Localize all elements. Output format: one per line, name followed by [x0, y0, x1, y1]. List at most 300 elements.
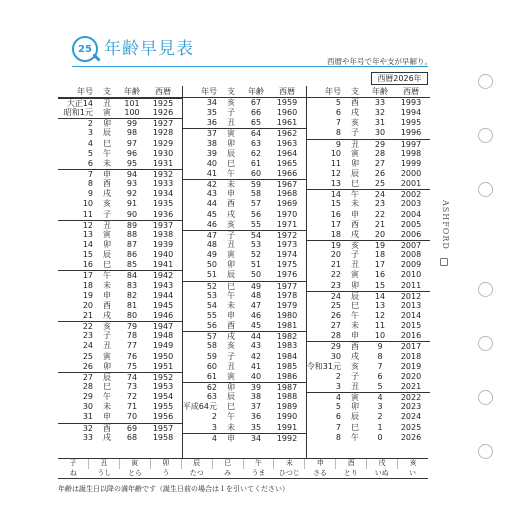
age-cell: 7: [377, 361, 383, 371]
age-cell: 94: [126, 169, 138, 179]
era-cell: 33: [82, 432, 93, 442]
era-cell: 12: [330, 168, 341, 178]
eto-cell: 巳: [103, 260, 111, 270]
table-row: [182, 311, 306, 321]
zodiac-kana: いぬ: [374, 468, 389, 477]
badge-number: 25: [78, 43, 92, 55]
column-header: [182, 86, 306, 98]
eto-cell: 巳: [351, 300, 359, 310]
age-cell: 42: [250, 351, 262, 361]
table-row: [58, 423, 182, 433]
year-cell: 1954: [152, 392, 174, 402]
year-cell: 1944: [152, 290, 174, 300]
era-cell: 27: [330, 321, 341, 331]
era-cell: 29: [82, 392, 93, 402]
table-row: [306, 199, 430, 209]
table-row: [58, 321, 182, 331]
eto-cell: 卯: [351, 158, 359, 168]
table-row: [306, 321, 430, 331]
year-cell: 1993: [400, 98, 422, 107]
age-cell: 97: [126, 138, 138, 148]
year-cell: 1928: [152, 128, 174, 138]
age-cell: 3: [377, 402, 383, 412]
zodiac-kanji: 寅: [120, 459, 151, 469]
eto-cell: 亥: [351, 361, 359, 371]
table-row: [182, 169, 306, 179]
eto-cell: 亥: [103, 199, 111, 209]
age-cell: 89: [126, 220, 138, 230]
age-cell: 34: [250, 433, 262, 443]
table-row: [182, 230, 306, 240]
age-cell: 15: [374, 280, 386, 290]
age-cell: 90: [126, 209, 138, 219]
eto-cell: 寅: [351, 393, 359, 403]
eto-cell: 辰: [351, 291, 359, 301]
table-row: [306, 341, 430, 351]
age-cell: 26: [374, 168, 386, 178]
year-cell: 2000: [400, 168, 422, 178]
era-cell: 61: [206, 371, 217, 381]
age-cell: 69: [126, 423, 138, 433]
zodiac-bar: [58, 458, 428, 479]
era-cell: 7: [335, 422, 341, 432]
era-cell: 37: [206, 129, 217, 139]
year-cell: 1930: [152, 148, 174, 158]
eto-cell: 亥: [351, 118, 359, 128]
binder-hole: [478, 182, 493, 197]
eto-cell: 申: [103, 290, 111, 300]
eto-cell: 未: [103, 158, 111, 168]
era-cell: 53: [206, 290, 217, 300]
age-cell: 58: [250, 189, 262, 199]
age-cell: 23: [374, 199, 386, 209]
year-cell: 1940: [152, 250, 174, 260]
year-cell: 2023: [400, 402, 422, 412]
age-cell: 45: [250, 321, 262, 331]
age-cell: 27: [374, 158, 386, 168]
year-cell: 1975: [276, 260, 298, 270]
table-row: [306, 433, 430, 443]
year-cell: 1968: [276, 189, 298, 199]
age-cell: 67: [250, 98, 262, 107]
year-cell: 1932: [152, 169, 174, 179]
era-cell: 59: [206, 351, 217, 361]
eto-cell: 未: [227, 180, 235, 190]
table-row: [182, 250, 306, 260]
year-cell: 2013: [400, 300, 422, 310]
year-cell: 2003: [400, 199, 422, 209]
table-row: [306, 230, 430, 240]
eto-cell: 未: [103, 280, 111, 290]
eto-cell: 丑: [103, 99, 111, 108]
eto-cell: 卯: [103, 361, 111, 371]
age-cell: 70: [126, 412, 138, 422]
eto-cell: 午: [227, 290, 235, 300]
era-cell: 60: [206, 361, 217, 371]
age-cell: 56: [250, 209, 262, 219]
eto-cell: 申: [351, 331, 359, 341]
brand-logo-icon: [440, 258, 448, 266]
eto-cell: 午: [351, 310, 359, 320]
table-row: [182, 352, 306, 362]
eto-cell: 寅: [227, 129, 235, 139]
age-cell: 41: [250, 361, 262, 371]
year-cell: 1972: [276, 230, 298, 240]
year-cell: 2018: [400, 351, 422, 361]
year-cell: 2006: [400, 229, 422, 239]
zodiac-kanji: 巳: [213, 459, 244, 469]
eto-cell: 巳: [103, 138, 111, 148]
year-cell: 1985: [276, 361, 298, 371]
zodiac-kana: とり: [343, 468, 358, 477]
era-cell: 48: [206, 239, 217, 249]
column-divider: [182, 86, 183, 458]
eto-cell: 丑: [351, 381, 359, 391]
table-row: [306, 240, 430, 250]
eto-cell: 丑: [351, 260, 359, 270]
eto-cell: 戌: [103, 432, 111, 442]
era-cell: 2: [87, 119, 93, 129]
year-cell: 1997: [400, 139, 422, 149]
header-eto: 支: [103, 87, 111, 96]
eto-cell: 午: [351, 190, 359, 200]
table-row: [306, 423, 430, 433]
footnote: 年齢は誕生日以降の満年齢です（誕生日前の場合は１を引いてください）: [58, 485, 289, 493]
eto-cell: 亥: [227, 98, 235, 107]
era-cell: 39: [206, 148, 217, 158]
age-cell: 80: [126, 310, 138, 320]
eto-cell: 未: [103, 402, 111, 412]
age-cell: 33: [374, 98, 386, 107]
age-cell: 53: [250, 239, 262, 249]
eto-cell: 亥: [351, 240, 359, 250]
era-cell: 30: [330, 351, 341, 361]
year-cell: 1929: [152, 138, 174, 148]
header-ad: 西暦: [403, 87, 419, 96]
table-row: [182, 139, 306, 149]
age-cell: 100: [124, 108, 140, 118]
year-cell: 2015: [400, 321, 422, 331]
year-cell: 2024: [400, 412, 422, 422]
era-cell: 15: [330, 199, 341, 209]
table-row: [182, 270, 306, 280]
year-cell: 2005: [400, 219, 422, 229]
table-row: [182, 118, 306, 128]
era-cell: 3: [335, 381, 341, 391]
eto-cell: 亥: [227, 219, 235, 229]
age-cell: 86: [126, 250, 138, 260]
era-cell: 2: [211, 412, 217, 422]
eto-cell: 卯: [103, 119, 111, 129]
era-cell: 51: [206, 270, 217, 280]
year-cell: 1937: [152, 220, 174, 230]
table-row: [58, 402, 182, 412]
table-row: [306, 270, 430, 280]
eto-cell: 戌: [227, 209, 235, 219]
table-row: [306, 98, 430, 108]
table-row: [306, 281, 430, 291]
year-cell: 1990: [276, 412, 298, 422]
age-cell: 29: [374, 139, 386, 149]
era-cell: 30: [82, 402, 93, 412]
year-cell: 1992: [276, 433, 298, 443]
age-cell: 85: [126, 260, 138, 270]
table-row: [182, 423, 306, 433]
age-cell: 71: [126, 402, 138, 412]
year-cell: 1941: [152, 260, 174, 270]
table-row: [58, 139, 182, 149]
age-cell: 72: [126, 392, 138, 402]
year-cell: 1995: [400, 118, 422, 128]
page-title: 年齢早見表: [104, 39, 194, 59]
binder-hole: [478, 74, 493, 89]
rows-col3: [306, 98, 430, 443]
era-cell: 大正14: [66, 99, 93, 108]
eto-cell: 酉: [103, 300, 111, 310]
column-divider: [306, 86, 307, 458]
era-cell: 47: [206, 230, 217, 240]
year-cell: 1949: [152, 341, 174, 351]
era-cell: 11: [330, 158, 341, 168]
eto-cell: 辰: [103, 128, 111, 138]
year-cell: 2026: [400, 432, 422, 442]
era-cell: 7: [87, 169, 93, 179]
age-cell: 59: [250, 180, 262, 190]
era-cell: 2: [335, 371, 341, 381]
age-cell: 22: [374, 209, 386, 219]
table-row: [306, 392, 430, 402]
era-cell: 22: [82, 322, 93, 332]
era-cell: 17: [82, 271, 93, 281]
era-cell: 3: [87, 128, 93, 138]
eto-cell: 巳: [227, 158, 235, 168]
table-row: [306, 311, 430, 321]
era-cell: 24: [330, 291, 341, 301]
era-cell: 17: [330, 219, 341, 229]
year-cell: 1948: [152, 331, 174, 341]
age-cell: 65: [250, 118, 262, 128]
table-row: [182, 341, 306, 351]
table-row: [182, 301, 306, 311]
table-row: [58, 199, 182, 209]
year-cell: 1982: [276, 332, 298, 342]
eto-cell: 寅: [227, 250, 235, 260]
year-cell: 1979: [276, 300, 298, 310]
year-cell: 1986: [276, 371, 298, 381]
era-cell: 20: [330, 250, 341, 260]
era-cell: 45: [206, 209, 217, 219]
eto-cell: 卯: [103, 239, 111, 249]
table-row: [306, 220, 430, 230]
header-age: 年齢: [248, 87, 264, 96]
year-cell: 2010: [400, 270, 422, 280]
eto-cell: 丑: [227, 361, 235, 371]
age-cell: 82: [126, 290, 138, 300]
year-cell: 2012: [400, 291, 422, 301]
eto-cell: 卯: [351, 280, 359, 290]
eto-cell: 巳: [227, 281, 235, 291]
age-cell: 95: [126, 158, 138, 168]
table-row: [58, 179, 182, 189]
table-row: [306, 402, 430, 412]
table-row: [58, 433, 182, 443]
era-cell: 23: [82, 331, 93, 341]
table-row: [58, 98, 182, 108]
era-cell: 4: [335, 393, 341, 403]
table-row: [182, 210, 306, 220]
age-cell: 14: [374, 291, 386, 301]
eto-cell: 申: [227, 310, 235, 320]
year-cell: 1971: [276, 219, 298, 229]
table-column-1: [58, 86, 182, 443]
era-cell: 49: [206, 250, 217, 260]
table-row: [306, 139, 430, 149]
table-row: [58, 230, 182, 240]
age-cell: 57: [250, 199, 262, 209]
eto-cell: 戌: [103, 189, 111, 199]
table-row: [306, 372, 430, 382]
eto-cell: 丑: [227, 239, 235, 249]
table-row: [306, 301, 430, 311]
age-cell: 25: [374, 179, 386, 189]
eto-cell: 子: [227, 230, 235, 240]
table-row: [58, 189, 182, 199]
era-cell: 16: [82, 260, 93, 270]
year-cell: 1926: [152, 108, 174, 118]
year-cell: 1974: [276, 250, 298, 260]
year-cell: 1943: [152, 280, 174, 290]
eto-cell: 寅: [103, 108, 111, 118]
era-cell: 7: [335, 118, 341, 128]
age-cell: 81: [126, 300, 138, 310]
age-cell: 99: [126, 119, 138, 129]
table-row: [58, 362, 182, 372]
eto-cell: 丑: [103, 220, 111, 230]
era-cell: 19: [330, 240, 341, 250]
eto-cell: 辰: [351, 412, 359, 422]
table-row: [182, 108, 306, 118]
era-cell: 26: [330, 310, 341, 320]
year-cell: 1965: [276, 158, 298, 168]
eto-cell: 午: [103, 271, 111, 281]
eto-cell: 亥: [227, 341, 235, 351]
age-cell: 78: [126, 331, 138, 341]
eto-cell: 寅: [103, 351, 111, 361]
year-cell: 1967: [276, 180, 298, 190]
binder-hole: [478, 282, 493, 297]
year-cell: 1946: [152, 310, 174, 320]
table-row: [182, 402, 306, 412]
eto-cell: 子: [103, 331, 111, 341]
age-cell: 17: [374, 260, 386, 270]
year-cell: 1925: [152, 99, 174, 108]
era-cell: 25: [82, 351, 93, 361]
table-row: [182, 291, 306, 301]
era-cell: 13: [82, 229, 93, 239]
era-cell: 16: [330, 209, 341, 219]
age-cell: 21: [374, 219, 386, 229]
age-cell: 49: [250, 281, 262, 291]
age-cell: 63: [250, 138, 262, 148]
era-cell: 55: [206, 310, 217, 320]
year-cell: 1933: [152, 179, 174, 189]
table-row: [58, 311, 182, 321]
table-column-3: [306, 86, 430, 443]
year-cell: 2022: [400, 393, 422, 403]
age-cell: 31: [374, 118, 386, 128]
year-cell: 1951: [152, 361, 174, 371]
age-cell: 84: [126, 271, 138, 281]
year-cell: 1976: [276, 270, 298, 280]
year-cell: 1989: [276, 402, 298, 412]
age-cell: 64: [250, 129, 262, 139]
table-row: [306, 169, 430, 179]
table-row: [58, 159, 182, 169]
age-cell: 93: [126, 179, 138, 189]
table-row: [182, 433, 306, 443]
table-row: [306, 159, 430, 169]
age-cell: 30: [374, 128, 386, 138]
eto-cell: 辰: [351, 168, 359, 178]
year-cell: 2016: [400, 331, 422, 341]
zodiac-kanji: 子: [58, 459, 89, 469]
year-cell: 1962: [276, 129, 298, 139]
table-row: [58, 128, 182, 138]
year-cell: 1953: [152, 381, 174, 391]
era-cell: 20: [82, 300, 93, 310]
table-row: [182, 128, 306, 138]
zodiac-kanji: 申: [305, 459, 336, 469]
age-cell: 61: [250, 158, 262, 168]
age-cell: 92: [126, 189, 138, 199]
table-row: [182, 220, 306, 230]
zodiac-kanji-row: [58, 459, 428, 469]
zodiac-kana: たつ: [189, 468, 204, 477]
era-cell: 21: [82, 310, 93, 320]
zodiac-kana: うま: [251, 468, 266, 477]
age-cell: 74: [126, 372, 138, 382]
era-cell: 5: [335, 98, 341, 107]
table-row: [306, 352, 430, 362]
year-cell: 1955: [152, 402, 174, 412]
rows-col1: [58, 98, 182, 443]
age-cell: 77: [126, 341, 138, 351]
eto-cell: 戌: [103, 310, 111, 320]
year-cell: 1939: [152, 239, 174, 249]
age-cell: 96: [126, 148, 138, 158]
era-cell: 31: [82, 412, 93, 422]
eto-cell: 巳: [103, 381, 111, 391]
era-cell: 62: [206, 382, 217, 392]
binder-hole: [478, 128, 493, 143]
zodiac-kana-row: [58, 469, 428, 479]
eto-cell: 未: [351, 321, 359, 331]
age-cell: 76: [126, 351, 138, 361]
eto-cell: 寅: [103, 229, 111, 239]
reference-year-box: 西暦2026年: [371, 72, 428, 85]
era-cell: 10: [330, 148, 341, 158]
age-cell: 11: [374, 321, 386, 331]
era-cell: 18: [82, 280, 93, 290]
age-cell: 54: [250, 230, 262, 240]
header-ad: 西暦: [155, 87, 171, 96]
eto-cell: 酉: [351, 219, 359, 229]
age-cell: 8: [377, 351, 383, 361]
table-row: [58, 118, 182, 128]
table-row: [182, 382, 306, 392]
eto-cell: 子: [351, 128, 359, 138]
zodiac-kana: うし: [97, 468, 112, 477]
